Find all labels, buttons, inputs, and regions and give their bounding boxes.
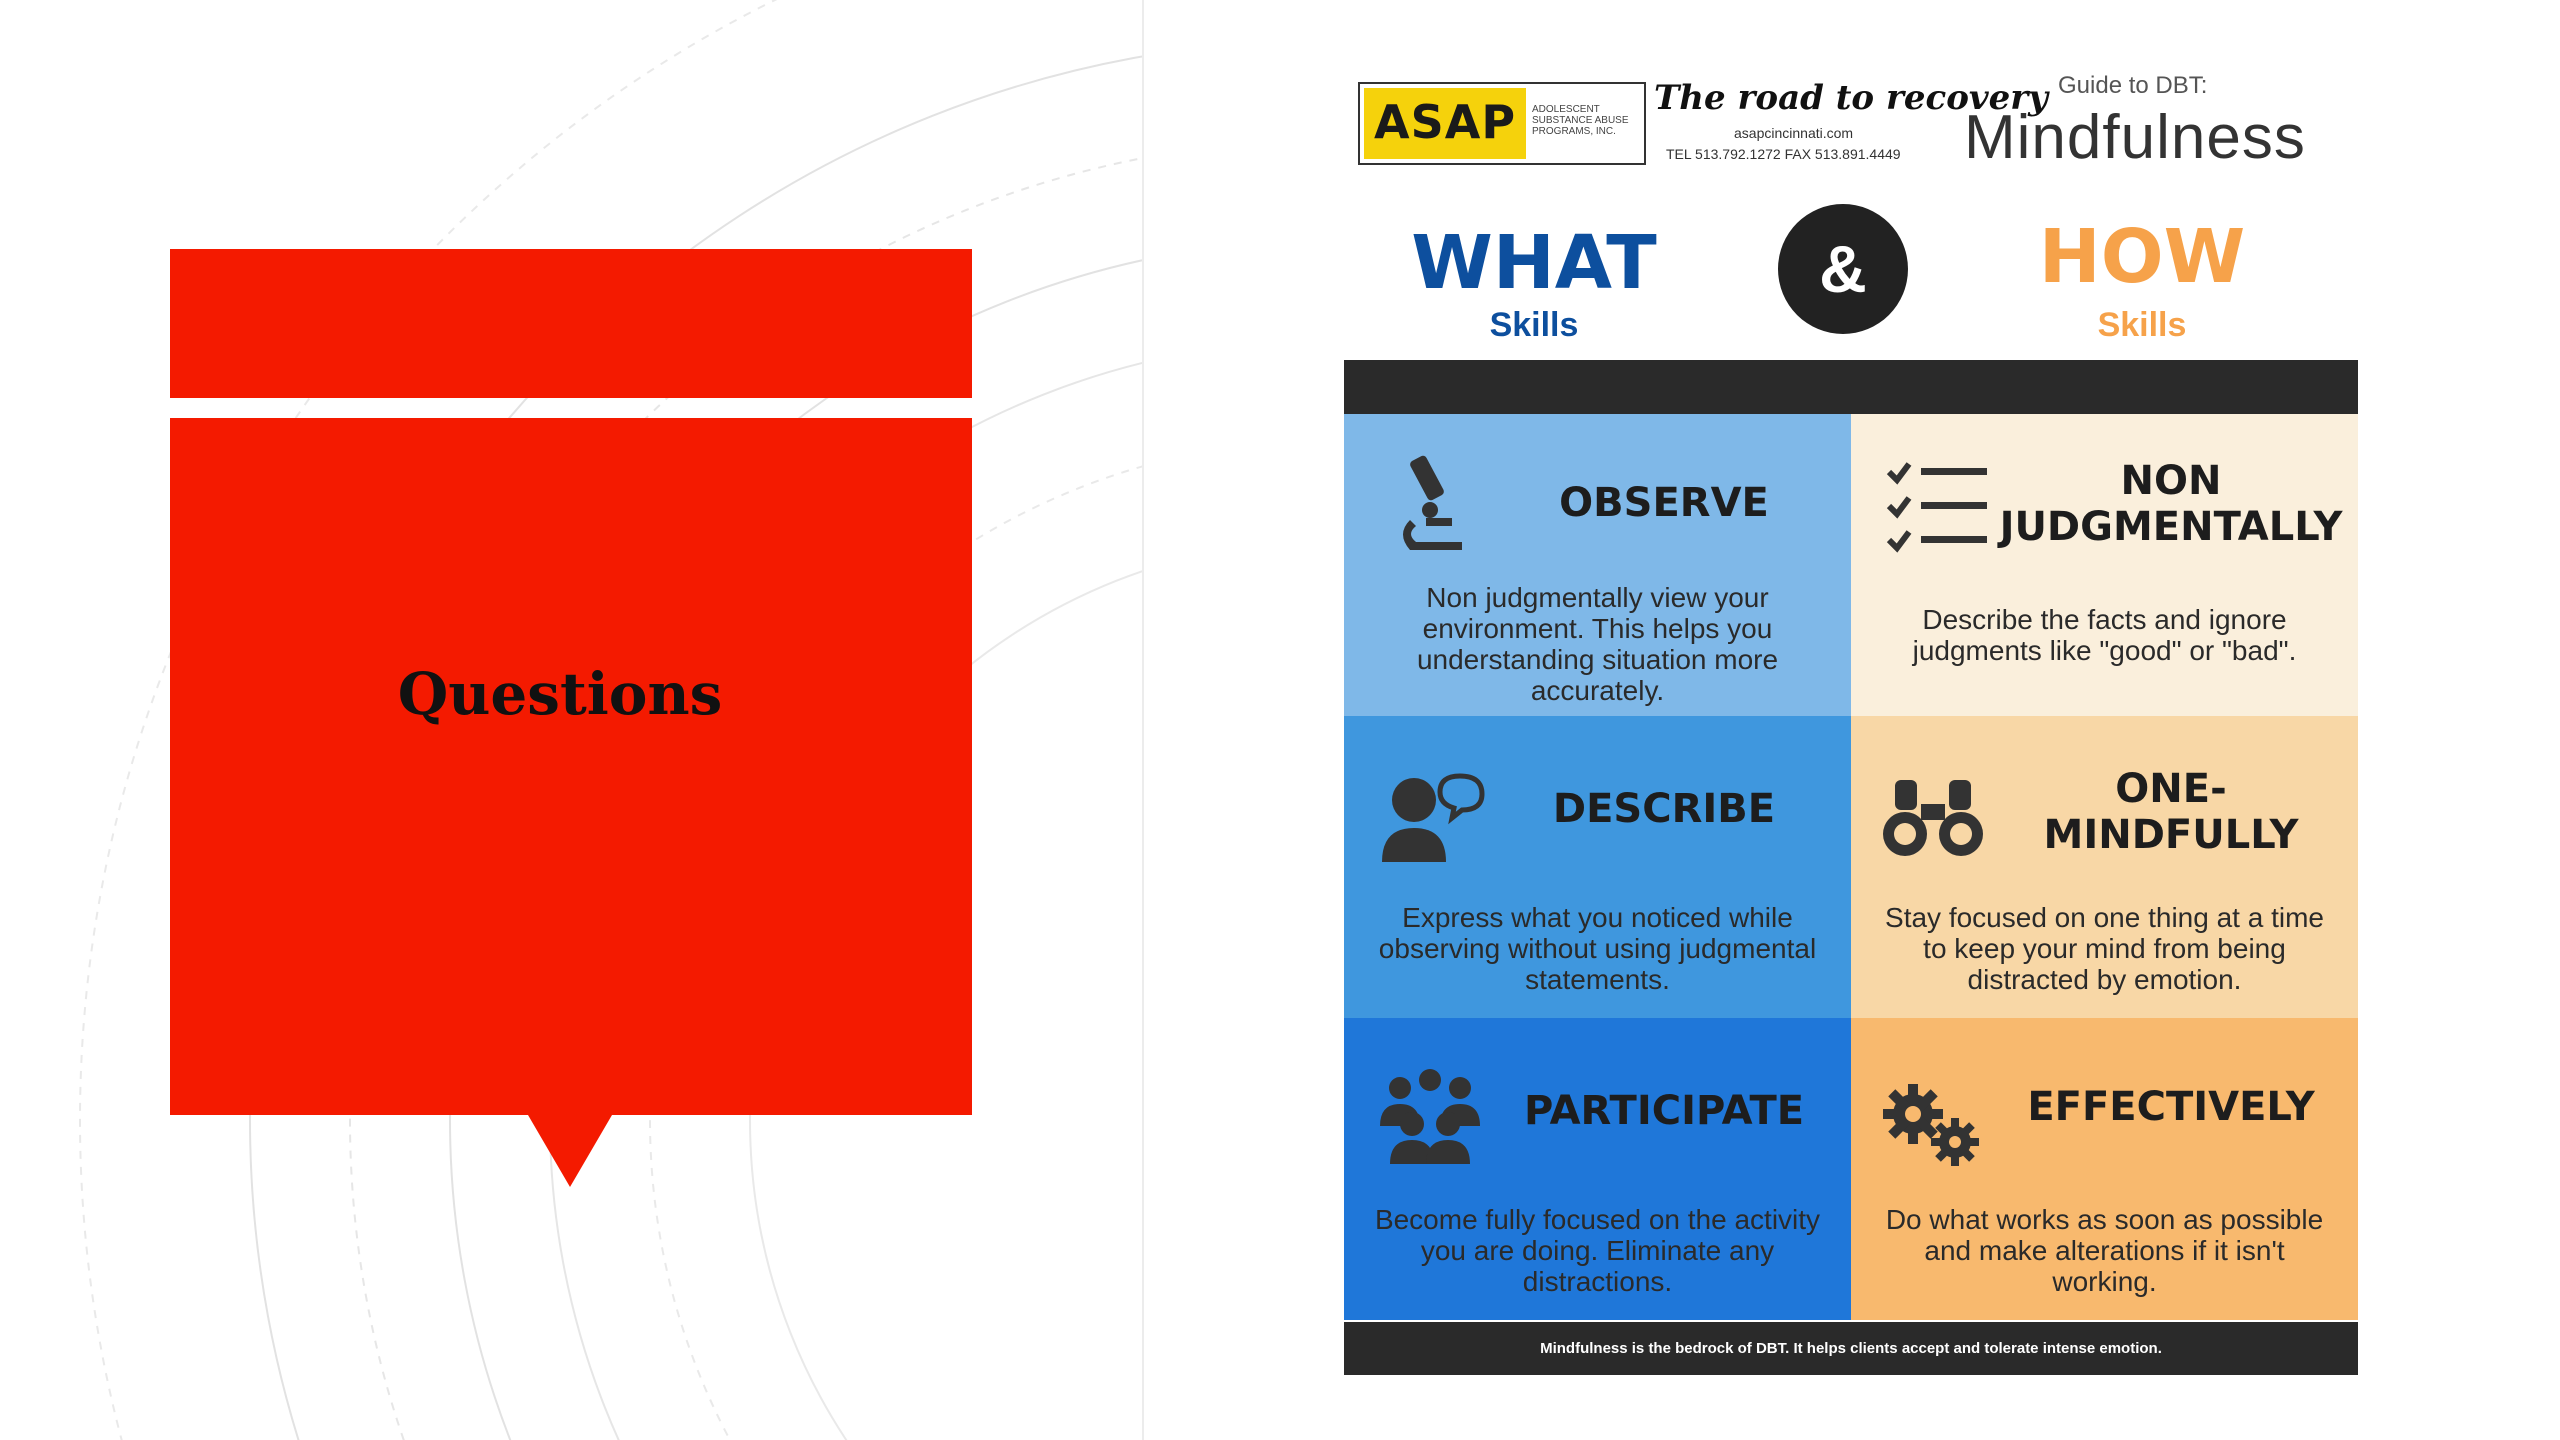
- ampersand-circle: &: [1778, 204, 1908, 334]
- binoculars-icon: [1881, 776, 1985, 860]
- skill-desc-non-judgmentally: Describe the facts and ignore judgments like "good" or "bad".: [1912, 604, 2297, 666]
- skill-desc-observe: Non judgmentally view your environment. This helps you understanding situation more accurately.: [1416, 582, 1779, 706]
- mindfulness-title: Mindfulness: [1964, 103, 2306, 172]
- skill-cell-non-judgmentally: [1851, 414, 2358, 716]
- speaking-person-icon: [1378, 772, 1488, 862]
- skill-title-non-judgmentally: NON JUDGMENTALLY: [1999, 458, 2343, 550]
- skill-cell-describe: [1344, 716, 1851, 1018]
- questions-heading: Questions: [397, 660, 723, 728]
- what-skills-label: Skills: [1489, 306, 1579, 344]
- skill-title-describe: DESCRIBE: [1552, 786, 1776, 832]
- skill-cell-one-mindfully: [1851, 716, 2358, 1018]
- skill-title-observe: OBSERVE: [1559, 480, 1769, 526]
- skill-title-one-mindfully: ONE-MINDFULLY: [2043, 766, 2299, 858]
- how-skills-label: Skills: [2097, 306, 2187, 344]
- gears-icon: [1881, 1082, 1985, 1170]
- skill-cell-observe: [1344, 414, 1851, 716]
- road-to-recovery-title: The road to recovery: [1654, 78, 2048, 118]
- mindfulness-infographic: [1344, 60, 2358, 1375]
- skill-title-participate: PARTICIPATE: [1523, 1088, 1805, 1134]
- skill-cell-participate: [1344, 1018, 1851, 1320]
- microscope-icon: [1390, 454, 1470, 558]
- checklist-icon: [1885, 460, 1995, 560]
- asap-logo-subtext: ADOLESCENT SUBSTANCE ABUSE PROGRAMS, INC.: [1532, 104, 1629, 137]
- footer-bar: Mindfulness is the bedrock of DBT. It helps clients accept and tolerate intense emotion.: [1344, 1322, 2358, 1375]
- top-dark-bar: [1344, 360, 2358, 414]
- group-icon: [1378, 1068, 1482, 1164]
- what-title: WHAT: [1411, 220, 1657, 306]
- guide-label: Guide to DBT:: [2058, 72, 2208, 99]
- asap-logo: [1358, 82, 1646, 165]
- skill-cell-effectively: [1851, 1018, 2358, 1320]
- left-slide: [0, 0, 1142, 1440]
- skill-desc-participate: Become fully focused on the activity you are doing. Eliminate any distractions.: [1374, 1204, 1821, 1297]
- phone-numbers: TEL 513.792.1272 FAX 513.891.4449: [1666, 146, 1901, 162]
- website-text: asapcincinnati.com: [1734, 125, 1854, 141]
- skill-desc-describe: Express what you noticed while observing without using judgmental statements.: [1378, 902, 1817, 995]
- how-title: HOW: [2038, 214, 2246, 300]
- red-header-block: [170, 249, 972, 398]
- asap-logo-word: ASAP: [1374, 95, 1517, 149]
- callout-pointer: [528, 1115, 612, 1187]
- red-callout-box: [170, 418, 972, 1115]
- skill-desc-one-mindfully: Stay focused on one thing at a time to keep your mind from being distracted by emotion.: [1885, 902, 2324, 995]
- skill-desc-effectively: Do what works as soon as possible and make alterations if it isn't working.: [1885, 1204, 2324, 1297]
- skill-title-effectively: EFFECTIVELY: [2027, 1084, 2315, 1130]
